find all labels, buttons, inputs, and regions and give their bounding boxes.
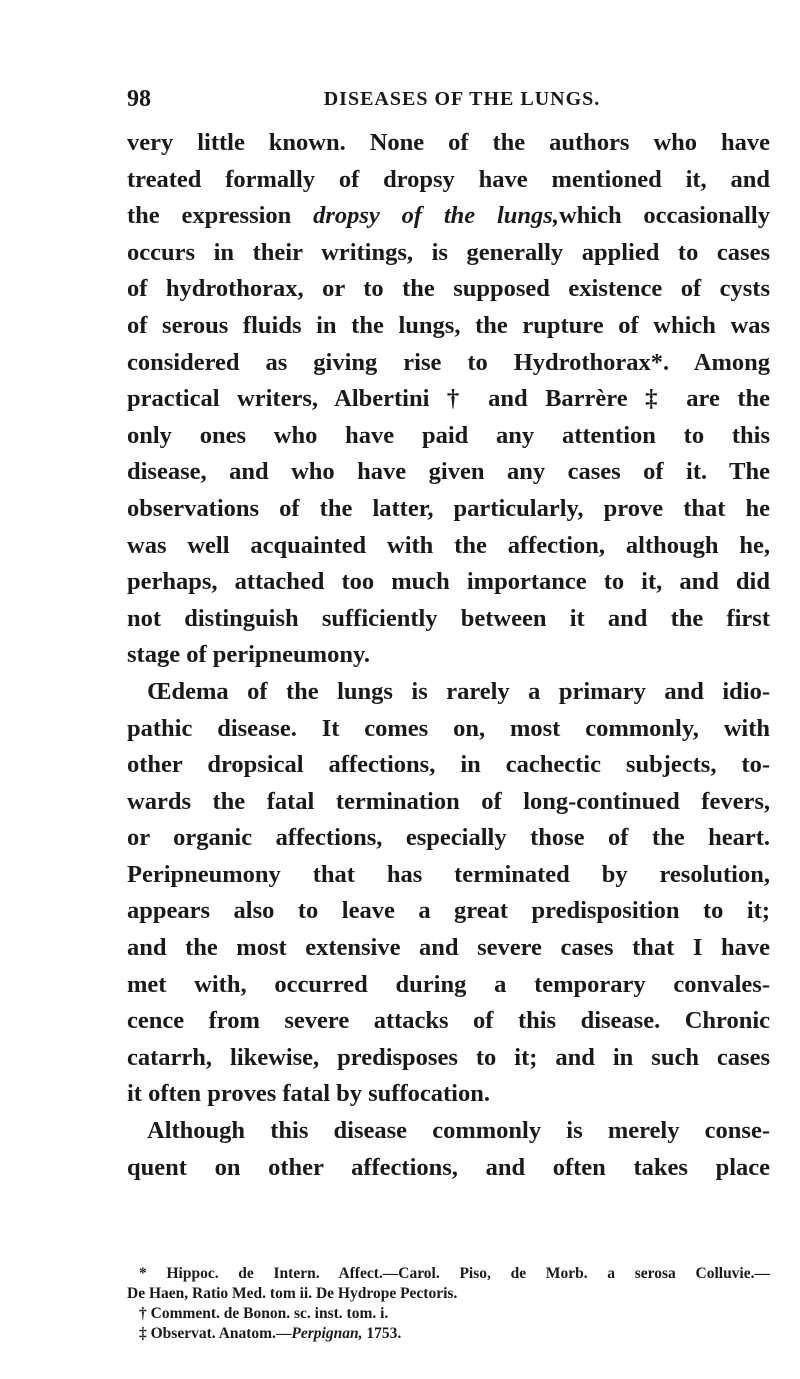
text-line: was well acquainted with the affection, although he, bbox=[127, 531, 770, 559]
text-line: only ones who have paid any attention to this bbox=[127, 421, 770, 449]
text-line: cence from severe attacks of this disease. Chronic bbox=[127, 1007, 770, 1035]
text-line: Œdema of the lungs is rarely a primary and idio- bbox=[147, 677, 770, 705]
text-line: pathic disease. It comes on, most commonly, with bbox=[127, 714, 770, 742]
text-span: which occasionally bbox=[558, 202, 770, 230]
text-line: very little known. None of the authors who have bbox=[127, 129, 770, 156]
running-head bbox=[127, 86, 767, 120]
text-line bbox=[127, 198, 770, 235]
footnote-span: ‡ Observat. Anatom.— bbox=[139, 1325, 292, 1342]
footnote-italic: Perpignan, bbox=[291, 1325, 363, 1342]
text-line: observations of the latter, particularly, prove that he bbox=[127, 494, 770, 522]
page-number: 98 bbox=[127, 86, 151, 112]
text-line: disease, and who have given any cases of it. The bbox=[127, 458, 770, 486]
text-line: met with, occurred during a temporary convales- bbox=[127, 970, 770, 998]
text-line: practical writers, Albertini † and Barrère ‡ are the bbox=[127, 385, 770, 413]
text-line: or organic affections, especially those of the heart. bbox=[127, 824, 770, 852]
text-line: other dropsical affections, in cachectic subjects, to- bbox=[127, 751, 770, 779]
text-line: of hydrothorax, or to the supposed existence of cysts bbox=[127, 275, 770, 303]
text-line: perhaps, attached too much importance to it, and did bbox=[127, 568, 770, 596]
text-line: appears also to leave a great predisposition to it; bbox=[127, 897, 770, 925]
text-line: quent on other affections, and often takes place bbox=[127, 1153, 770, 1181]
footnotes bbox=[127, 1264, 770, 1344]
footnote-span: 1753. bbox=[362, 1325, 402, 1342]
footnote-line: † Comment. de Bonon. sc. inst. tom. i. bbox=[139, 1305, 389, 1322]
text-line: it often proves fatal by suffocation. bbox=[127, 1080, 490, 1108]
running-title: DISEASES OF THE LUNGS. bbox=[323, 88, 601, 110]
text-line: Peripneumony that has terminated by resolution, bbox=[127, 860, 770, 888]
footnote-line: De Haen, Ratio Med. tom ii. De Hydrope Pectoris. bbox=[127, 1285, 458, 1302]
text-line: Although this disease commonly is merely conse- bbox=[147, 1117, 770, 1145]
footnote-line: * Hippoc. de Intern. Affect.—Carol. Piso, de Morb. a serosa Colluvie.— bbox=[139, 1265, 770, 1282]
text-span: the expression bbox=[127, 202, 314, 230]
text-line: stage of peripneumony. bbox=[127, 641, 370, 669]
text-line: not distinguish sufficiently between it and the first bbox=[127, 604, 770, 632]
text-line: of serous fluids in the lungs, the rupture of which was bbox=[127, 311, 770, 339]
text-line: catarrh, likewise, predisposes to it; and in such cases bbox=[127, 1043, 770, 1071]
text-line: treated formally of dropsy have mentioned it, and bbox=[127, 165, 770, 193]
text-line: and the most extensive and severe cases that I have bbox=[127, 934, 770, 962]
text-line: occurs in their writings, is generally applied to cases bbox=[127, 238, 770, 266]
text-line: wards the fatal termination of long-continued fevers, bbox=[127, 787, 770, 815]
body-text bbox=[127, 125, 770, 1186]
italic-term: dropsy of the lungs, bbox=[313, 202, 559, 230]
footnote-line bbox=[127, 1324, 770, 1344]
text-line: considered as giving rise to Hydrothorax*. Among bbox=[127, 348, 770, 376]
